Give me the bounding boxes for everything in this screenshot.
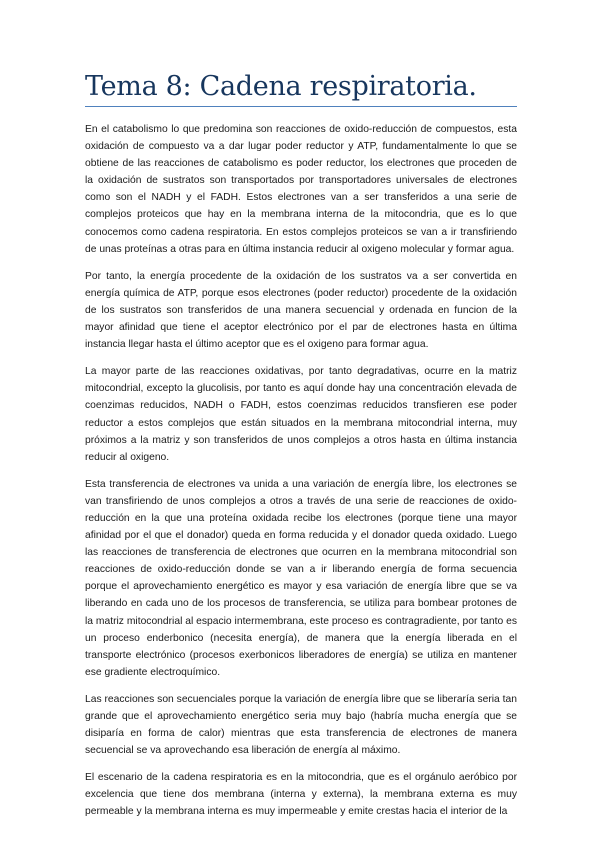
document-body xyxy=(85,121,517,831)
paragraph-1: En el catabolismo lo que predomina son reacciones de oxido-reducción de compuestos, esta oxidación de compuesto va a dar lugar poder reductor y ATP, fundamentalmente lo que se obtiene de las reacciones de catabolismo es poder reductor, los electrones que proceden de la oxidación de sustratos son transportados por transportadores universales de electrones como son el NADH y el FADH. Estos electrones van a ser transferidos a una serie de complejos proteicos que hay en la membrana interna de la mitocondria, que es lo que conocemos como cadena respiratoria. En estos complejos proteicos se van a ir transfiriendo de unas proteínas a otras para en última instancia reducir al oxigeno molecular y formar agua. xyxy=(85,124,517,255)
paragraph-3: La mayor parte de las reacciones oxidativas, por tanto degradativas, ocurre en la matriz mitocondrial, excepto la glucolisis, por tanto es aquí donde hay una concentración elevada de coenzimas reducidos, NADH o FADH, estos coenzimas reducidos transfieren ese poder reductor a estos complejos que están situados en la membrana mitocondrial interna, muy próximos a la matriz y son transferidos de unos complejos a otros hasta en última instancia reducir al oxigeno. xyxy=(85,366,517,463)
title-underline xyxy=(85,106,517,107)
paragraph-4: Esta transferencia de electrones va unida a una variación de energía libre, los electrones se van transfiriendo de unos complejos a otros a través de una serie de reacciones de oxido-reducción en la que una proteína oxidada recibe los electrones (porque tiene una mayor afinidad por el que el donador) queda en forma reducida y el donador queda oxidado. Luego las reacciones de transferencia de electrones que ocurren en la membrana mitocondrial son reacciones de oxido-reducción donde se van a ir liberando energía de forma secuencia porque el aprovechamiento energético es mayor y esa variación de energía libre que se va liberando en cada uno de los procesos de transferencia, se utiliza para bombear protones de la matriz mitocondrial al espacio intermembrana, este proceso es contragradiente, por tanto es un proceso enderbonico (necesita energía), de manera que la energía liberada en el transporte electrónico (procesos exerbonicos liberadores de energía) se utiliza en mantener ese gradiente electroquímico. xyxy=(85,478,517,678)
paragraph-6: El escenario de la cadena respiratoria es en la mitocondria, que es el orgánulo aeróbico por excelencia que tiene dos membrana (interna y externa), la membrana externa es muy permeable y la membrana interna es muy impermeable y emite crestas hacia el interior de la xyxy=(85,772,517,818)
paragraph-2: Por tanto, la energía procedente de la oxidación de los sustratos va a ser convertida en energía química de ATP, porque esos electrones (poder reductor) procedente de la oxidación de los sustratos son transferidos de una manera secuencial y ordenada en funcion de la mayor afinidad que tiene el aceptor electrónico por el par de electrones hasta en última instancia llegar hasta el último aceptor que es el oxigeno para formar agua. xyxy=(85,270,517,351)
page-title: Tema 8: Cadena respiratoria. xyxy=(85,71,477,102)
paragraph-5: Las reacciones son secuenciales porque la variación de energía libre que se liberaría seria tan grande que el aprovechamiento energético seria muy bajo (habría mucha energía que se disiparía en forma de calor) mientras que esta transferencia de electrones de manera secuencial se va aprovechando esa liberación de energía al máximo. xyxy=(85,693,517,757)
